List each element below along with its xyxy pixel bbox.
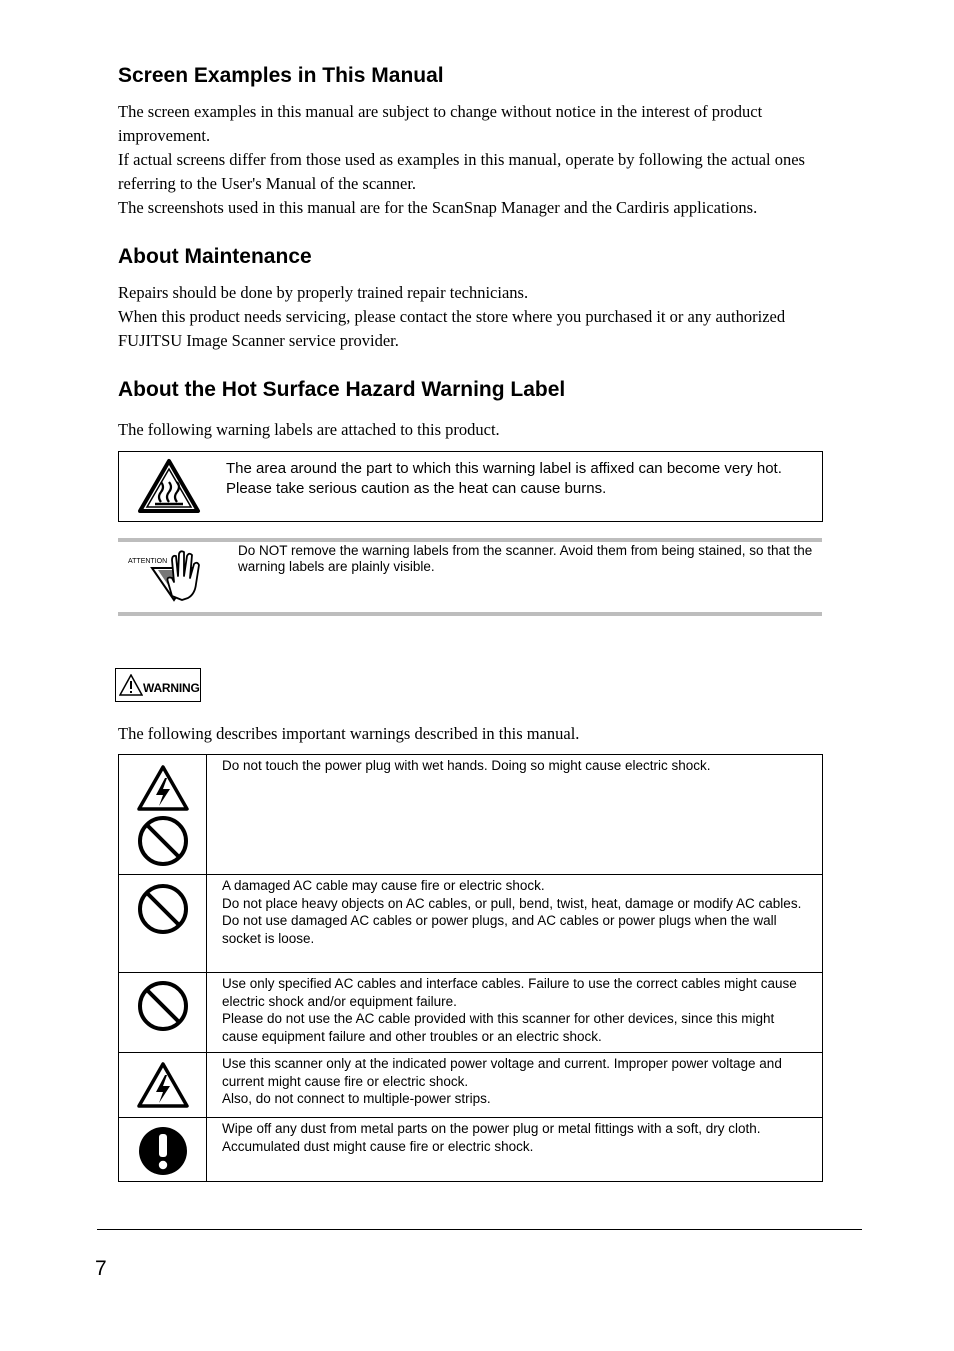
label-line: Please take serious caution as the heat can cause burns. — [226, 480, 607, 497]
label-line: The area around the part to which this warning label is affixed can become very hot. — [226, 460, 782, 477]
attention-bottom-rule — [118, 612, 822, 616]
hot-surface-icon — [137, 458, 201, 514]
warning-line: Also, do not connect to multiple-power strips. — [222, 1091, 491, 1106]
paragraph-line: improvement. — [118, 126, 211, 145]
warning-icons-cell — [119, 875, 207, 973]
warning-triangle-icon — [119, 674, 143, 696]
warning-text-cell — [207, 755, 823, 875]
warning-icons-cell — [119, 1053, 207, 1118]
warning-text-cell — [207, 1053, 823, 1118]
table-row — [119, 755, 823, 875]
paragraph-line: referring to the User's Manual of the scanner. — [118, 174, 417, 193]
prohibited-icon — [136, 882, 190, 936]
warnings-intro: The following describes important warnings described in this manual. — [118, 724, 580, 743]
hot-surface-label-text — [226, 459, 818, 499]
warning-line: Accumulated dust might cause fire or electric shock. — [222, 1138, 534, 1154]
screen-examples-paragraph — [118, 100, 868, 220]
warning-badge-label: WARNING — [143, 681, 200, 695]
warning-text-cell — [207, 1118, 823, 1182]
table-row — [119, 1118, 823, 1182]
warning-line: Please do not use the AC cable provided with this scanner for other devices, since this might cause equipment failure and other troubles or an electric shock. — [222, 1011, 775, 1044]
warning-line: Do not touch the power plug with wet hands. Doing so might cause electric shock. — [222, 758, 711, 773]
table-row — [119, 875, 823, 973]
hot-surface-label-box — [118, 451, 823, 522]
table-row — [119, 973, 823, 1053]
attention-text: Do NOT remove the warning labels from the scanner. Avoid them from being stained, so that the warning labels are plainly visible. — [238, 543, 813, 574]
paragraph-line: FUJITSU Image Scanner service provider. — [118, 331, 399, 350]
paragraph-line: The screenshots used in this manual are for the ScanSnap Manager and the Cardiris applications. — [118, 198, 758, 217]
warning-icons-cell — [119, 973, 207, 1053]
warning-line: Use this scanner only at the indicated power voltage and current. Improper power voltage and current might cause fire or electric shock. — [222, 1056, 782, 1089]
heading-screen-examples: Screen Examples in This Manual — [118, 64, 444, 87]
mandatory-action-icon — [136, 1124, 190, 1178]
attention-top-rule — [118, 538, 822, 542]
warning-text-cell — [207, 973, 823, 1053]
warnings-table — [118, 754, 823, 1182]
paragraph-line: Repairs should be done by properly trained repair technicians. — [118, 283, 529, 302]
page-number: 7 — [95, 1257, 107, 1280]
footer-rule — [97, 1229, 862, 1230]
prohibited-icon — [136, 814, 190, 868]
warning-line: Do not place heavy objects on AC cables, or pull, bend, twist, heat, damage or modify AC cables. — [222, 895, 802, 911]
hot-surface-intro: The following warning labels are attached to this product. — [118, 420, 500, 439]
heading-hot-surface: About the Hot Surface Hazard Warning Label — [118, 378, 566, 401]
maintenance-paragraph — [118, 281, 868, 353]
paragraph-line: When this product needs servicing, please contact the store where you purchased it or any authorized — [118, 307, 786, 326]
table-row — [119, 1053, 823, 1118]
prohibited-icon — [136, 979, 190, 1033]
warning-line: Wipe off any dust from metal parts on the power plug or metal fittings with a soft, dry cloth. — [222, 1121, 761, 1136]
paragraph-line: If actual screens differ from those used as examples in this manual, operate by following the actual ones — [118, 150, 805, 169]
warning-icons-cell — [119, 755, 207, 875]
electric-shock-icon — [136, 764, 190, 812]
attention-label: ATTENTION — [128, 558, 168, 565]
paragraph-line: The screen examples in this manual are subject to change without notice in the interest of product — [118, 102, 763, 121]
warning-line: Do not use damaged AC cables or power plugs, and AC cables or power plugs when the wall socket is loose. — [222, 913, 777, 946]
warning-text-cell — [207, 875, 823, 973]
warning-line: Use only specified AC cables and interface cables. Failure to use the correct cables might cause electric shock and/or equipment failure. — [222, 976, 797, 1009]
warning-badge — [115, 668, 201, 702]
heading-maintenance: About Maintenance — [118, 245, 312, 268]
warning-line: A damaged AC cable may cause fire or electric shock. — [222, 878, 545, 893]
warning-icons-cell — [119, 1118, 207, 1182]
attention-hand-icon — [126, 546, 212, 602]
electric-shock-icon — [136, 1061, 190, 1109]
